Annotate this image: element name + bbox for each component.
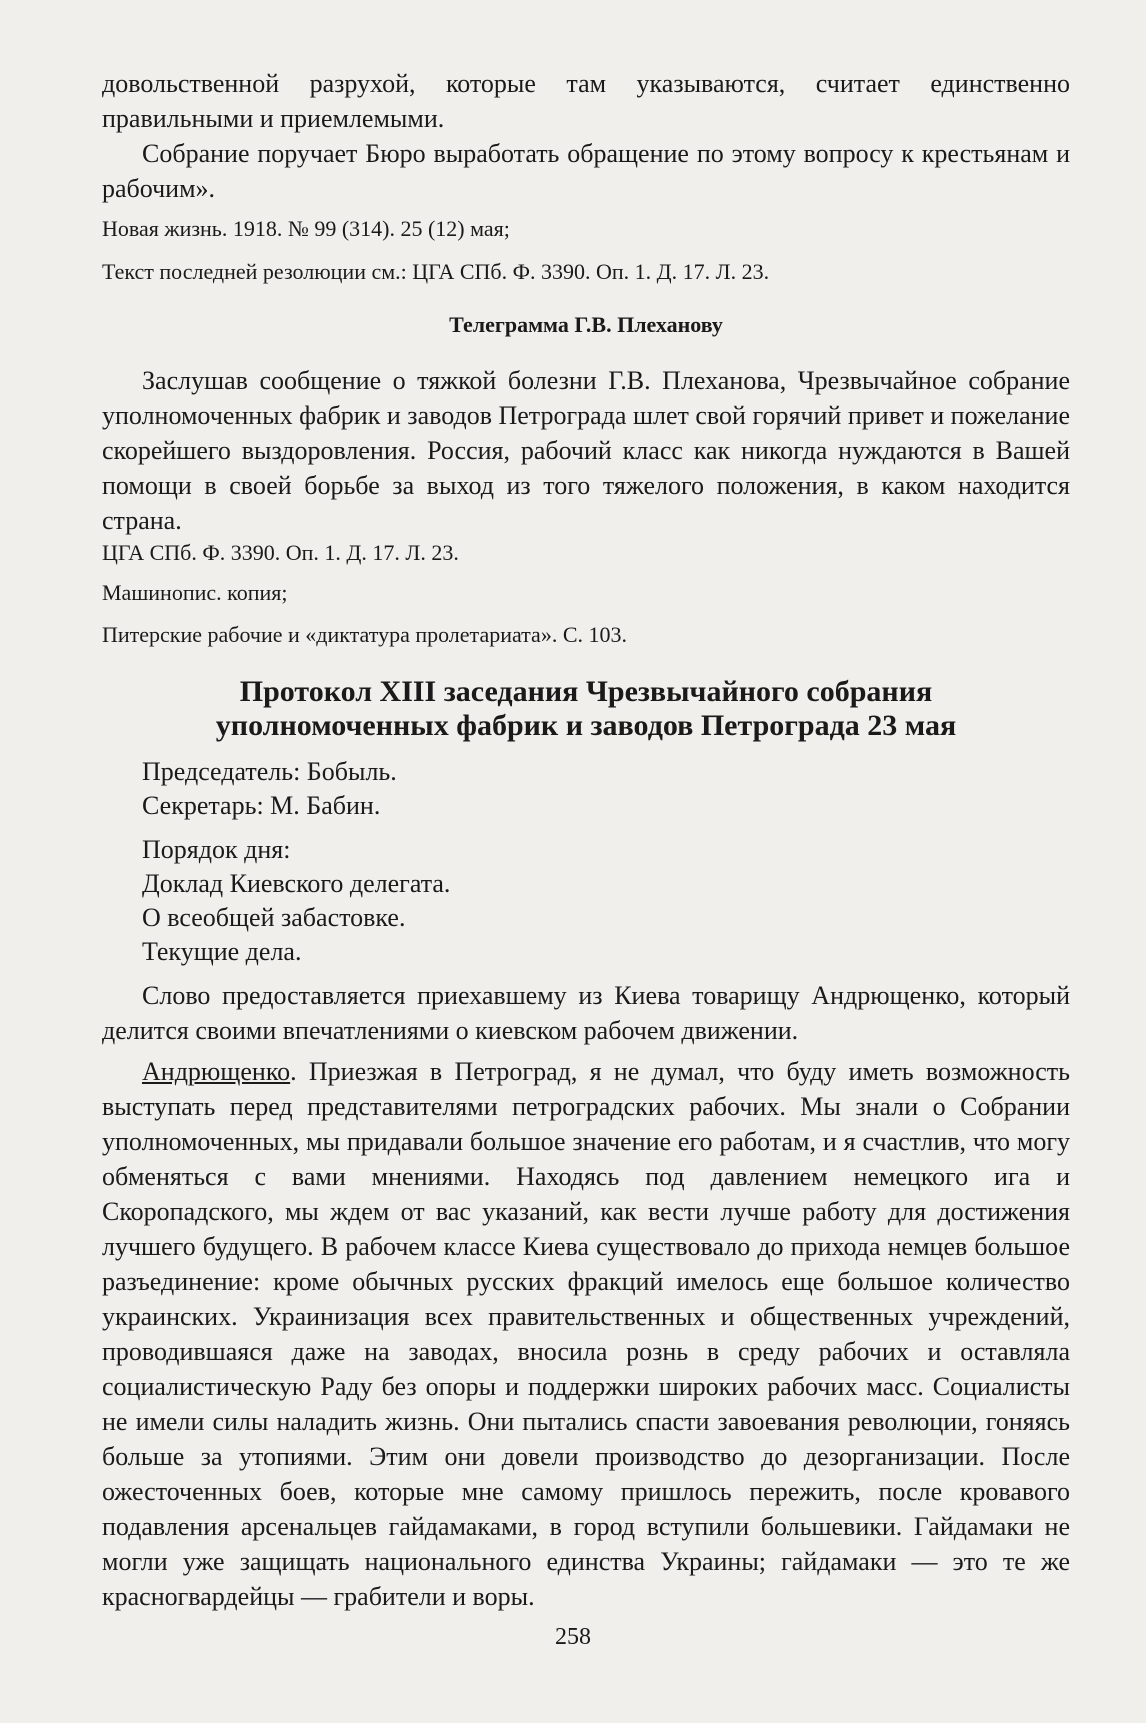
telegram-sources-3 <box>102 620 1070 650</box>
telegram-source-1: ЦГА СПб. Ф. 3390. Оп. 1. Д. 17. Л. 23. <box>102 540 459 565</box>
agenda <box>102 833 1070 969</box>
telegram-sources-2 <box>102 578 1070 608</box>
telegram-heading-block <box>102 312 1070 338</box>
secretary-line: Секретарь: М. Бабин. <box>142 791 381 820</box>
source-citation-1: Новая жизнь. 1918. № 99 (314). 25 (12) мая; <box>102 216 510 241</box>
telegram-sources <box>102 538 1070 568</box>
source-block-1 <box>102 214 1070 244</box>
agenda-label: Порядок дня: <box>142 835 291 864</box>
bureau-paragraph: Собрание поручает Бюро выработать обращение по этому вопросу к крестьянам и рабочим». <box>102 139 1070 203</box>
source-block-2 <box>102 257 1070 287</box>
bureau-block <box>102 136 1070 206</box>
telegram-body <box>102 363 1070 538</box>
agenda-item: Текущие дела. <box>142 937 302 966</box>
speech-block <box>102 1054 1070 1614</box>
telegram-text: Заслушав сообщение о тяжкой болезни Г.В. Плеханова, Чрезвычайное собрание уполномоченных фабрик и заводов Петрограда шлет свой горячий привет и пожелание скорейшего выздоровления. Россия, рабочий класс как никогда нуждаются в Вашей помощи в своей борьбе за выход из того тяжелого положения, в каком находится страна. <box>102 366 1070 535</box>
page-number: 258 <box>555 1624 591 1650</box>
intro-paragraph: Слово предоставляется приехавшему из Киева товарищу Андрющенко, который делится своими впечатлениями о киевском рабочем движении. <box>102 981 1070 1045</box>
agenda-item: Доклад Киевского делегата. <box>142 869 451 898</box>
telegram-heading: Телеграмма Г.В. Плеханову <box>449 312 723 337</box>
speaker-name: Андрющенко <box>142 1057 291 1086</box>
source-citation-2: Текст последней резолюции см.: ЦГА СПб. Ф. 3390. Оп. 1. Д. 17. Л. 23. <box>102 259 770 284</box>
speech-paragraph <box>102 1054 1070 1614</box>
protocol-title <box>102 675 1070 743</box>
protocol-title-line-1: Протокол XIII заседания Чрезвычайного собрания <box>239 675 933 708</box>
telegram-source-3: Питерские рабочие и «диктатура пролетариата». С. 103. <box>102 622 627 647</box>
agenda-item: О всеобщей забастовке. <box>142 903 406 932</box>
telegram-source-2: Машинопис. копия; <box>102 580 288 605</box>
speech-text: . Приезжая в Петроград, я не думал, что буду иметь возможность выступать перед представителями петроградских рабочих. Мы знали о Собрании уполномоченных, мы придавали большое значение его работам, и я счастлив, что могу обменяться с вами мнениями. Находясь под давлением немецкого ига и Скоропадского, мы ждем от вас указаний, как вести лучше работу для достижения лучшего будущего. В рабочем классе Киева существовало до прихода немцев большое разъединение: кроме обычных русских фракций имелось еще большое количество украинских. Украинизация всех правительственных и общественных учреждений, проводившаяся даже на заводах, вносила рознь в среду рабочих и оставляла социалистическую Раду без опоры и поддержки широких рабочих масс. Социалисты не имели силы наладить жизнь. Они пытались спасти завоевания революции, гоняясь больше за утопиями. Этим они довели производство до дезорганизации. После ожесточенных боев, которые мне самому пришлось пережить, после кровавого подавления арсенальцев гайдамаками, в город вступили большевики. Гайдамаки не могли уже защищать национального единства Украины; гайдамаки — это те же красногвардейцы — грабители и воры. <box>102 1057 1070 1611</box>
top-continuation <box>102 66 1070 136</box>
protocol-title-line-2: уполномоченных фабрик и заводов Петрограда 23 мая <box>215 709 957 742</box>
protocol-officers <box>102 755 1070 823</box>
chairman-line: Председатель: Бобыль. <box>142 757 397 786</box>
intro-block <box>102 978 1070 1048</box>
continued-paragraph: довольственной разрухой, которые там указываются, считает единственно правильными и приемлемыми. <box>102 69 1070 133</box>
